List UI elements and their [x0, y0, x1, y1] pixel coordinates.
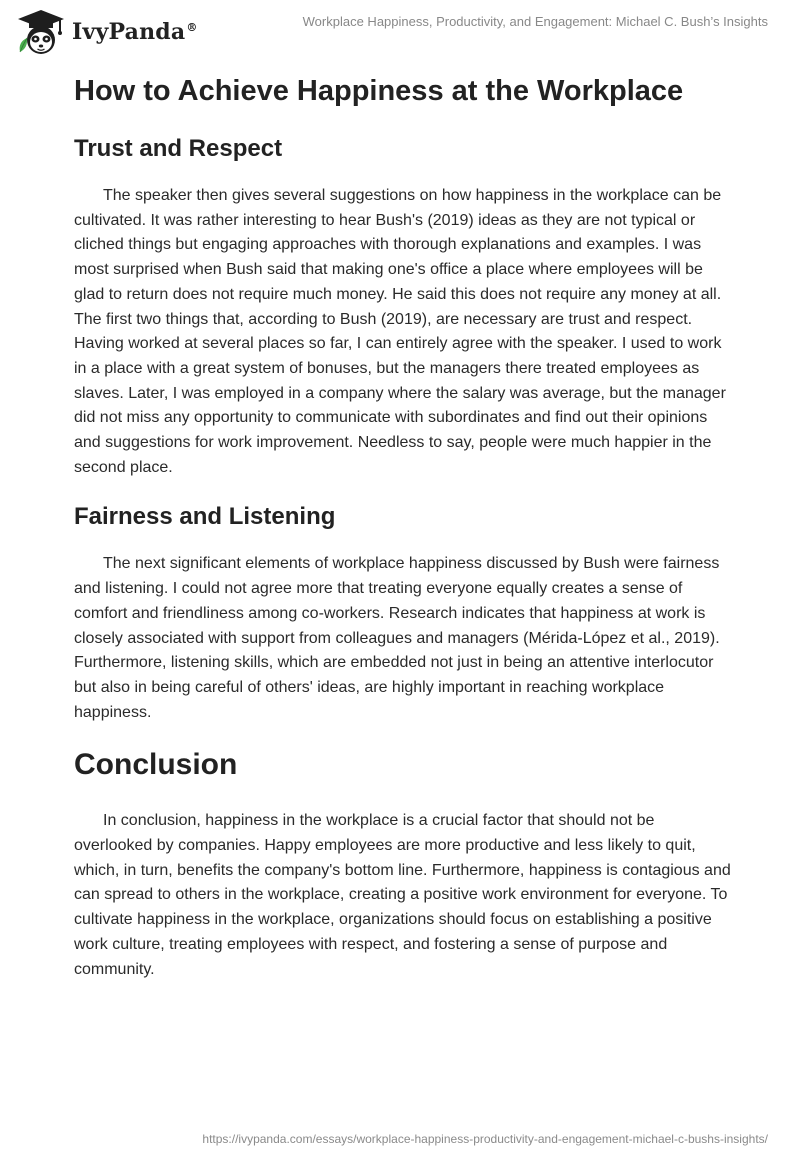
panda-logo-icon: [14, 8, 68, 56]
conclusion-paragraph: In conclusion, happiness in the workplace is a crucial factor that should not be overlooked by companies. Happy employees are more productive and less likely to quit, which, in turn, benefits the company's bottom line. Furthermore, happiness is contagious and can spread to others in the workplace, creating a positive work environment for everyone. To cultivate happiness in the workplace, organizations should focus on establishing a positive work culture, treating employees with respect, and fostering a sense of purpose and community.: [74, 812, 731, 978]
article-content: [74, 70, 734, 982]
logo-text: IvyPanda®: [72, 19, 198, 45]
source-url-link[interactable]: https://ivypanda.com/essays/workplace-happiness-productivity-and-engagement-michael-c-bushs-insights/: [202, 1132, 768, 1146]
section-heading: Trust and Respect: [74, 135, 283, 162]
ivypanda-logo[interactable]: [14, 8, 198, 56]
section-paragraph: The speaker then gives several suggestions on how happiness in the workplace can be cultivated. It was rather interesting to hear Bush's (2019) ideas as they are not typical or cliched things but engaging approaches with thorough explanations and examples. I was most surprised when Bush said that making one's office a place where employees will be glad to return does not require much money. He said this does not require any money at all. The first two things that, according to Bush (2019), are necessary are trust and respect. Having worked at several places so far, I can entirely agree with the speaker. I used to work in a place with a great system of bonuses, but the managers there treated employees as slaves. Later, I was employed in a company where the salary was average, but the manager did not miss any opportunity to communicate with subordinates and find out their opinions and suggestions for work improvement. Needless to say, people were much happier in the second place.: [74, 187, 726, 476]
section-heading: Fairness and Listening: [74, 503, 336, 531]
registered-mark: ®: [186, 20, 198, 34]
page-header: [0, 0, 800, 60]
article-title: How to Achieve Happiness at the Workplace: [74, 75, 684, 107]
conclusion-heading: Conclusion: [74, 748, 238, 782]
section-paragraph: The next significant elements of workplace happiness discussed by Bush were fairness and listening. I could not agree more that treating everyone equally creates a sense of comfort and friendliness among co-workers. Research indicates that happiness at work is closely associated with support from colleagues and managers (Mérida-López et al., 2019). Furthermore, listening skills, which are embedded not just in being an attentive interlocutor but also in being careful of others' ideas, are highly important in reaching workplace happiness.: [74, 555, 720, 721]
document-title: Workplace Happiness, Productivity, and Engagement: Michael C. Bush’s Insights: [302, 14, 768, 29]
